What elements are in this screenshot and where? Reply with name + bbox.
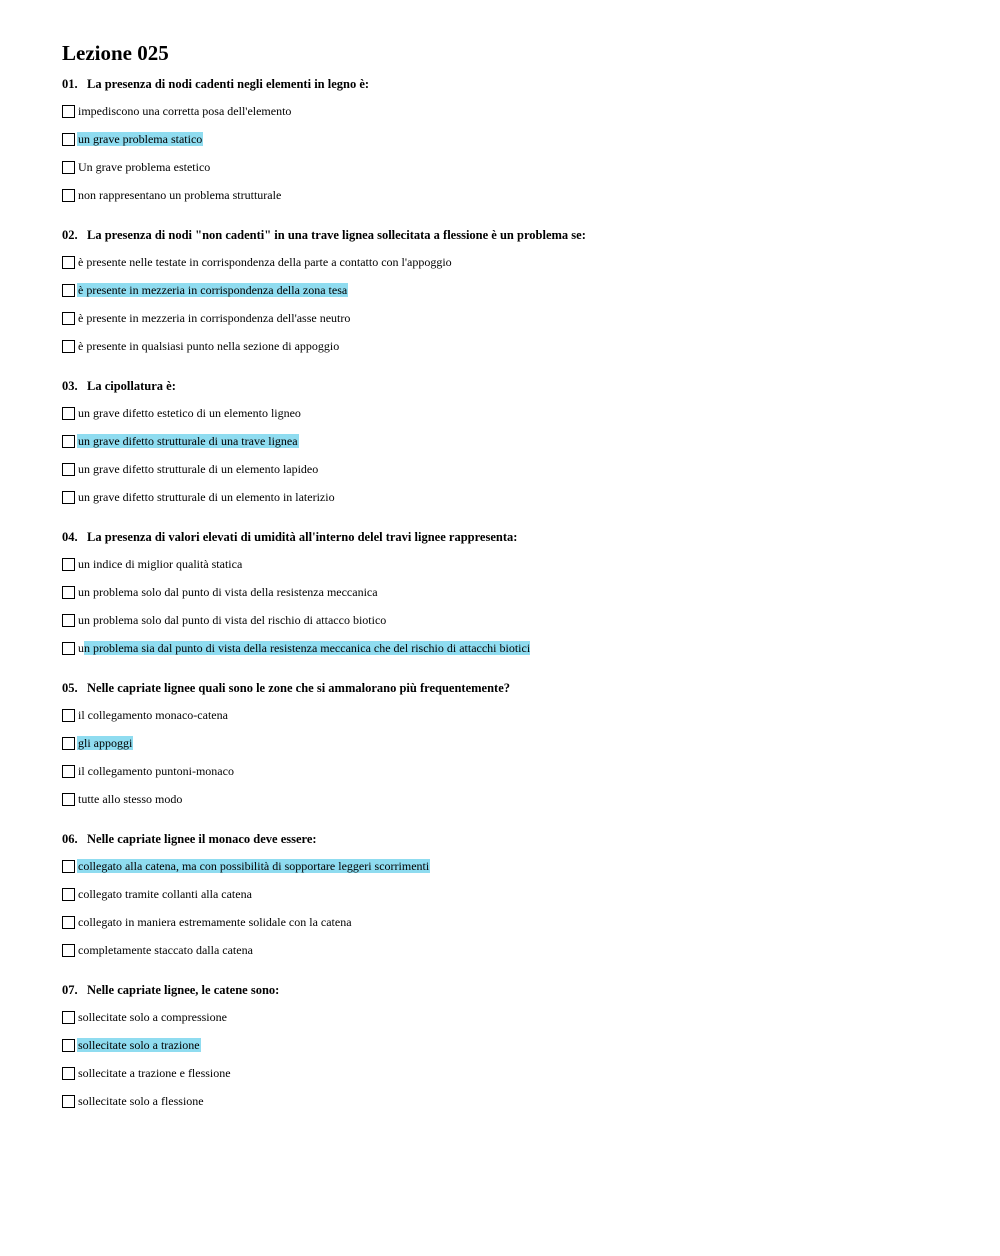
question-title [62, 680, 962, 696]
answer-text: gli appoggi [78, 736, 133, 750]
answer-option-correct [62, 640, 962, 656]
answer-option [62, 707, 962, 723]
answer-checkbox[interactable] [62, 1039, 75, 1052]
answer-checkbox[interactable] [62, 407, 75, 420]
question-text: Nelle capriate lignee quali sono le zone che si ammalorano più frequentemente? [87, 681, 510, 695]
answer-option [62, 584, 962, 600]
answer-checkbox[interactable] [62, 1011, 75, 1024]
question-06 [62, 831, 962, 970]
question-number: 04. [62, 530, 78, 544]
answer-checkbox[interactable] [62, 312, 75, 325]
answer-option [62, 886, 962, 902]
answer-text: sollecitate a trazione e flessione [78, 1066, 231, 1080]
question-text: Nelle capriate lignee, le catene sono: [87, 983, 280, 997]
question-number: 06. [62, 832, 78, 846]
answer-text: sollecitate solo a flessione [78, 1094, 204, 1108]
answer-option [62, 461, 962, 477]
answer-option-correct [62, 858, 962, 874]
answer-checkbox[interactable] [62, 737, 75, 750]
answer-checkbox[interactable] [62, 256, 75, 269]
answer-text: un grave difetto strutturale di un elemento lapideo [78, 462, 319, 476]
question-number: 03. [62, 379, 78, 393]
question-text: La presenza di nodi cadenti negli elementi in legno è: [87, 77, 370, 91]
answer-text: il collegamento puntoni-monaco [78, 764, 234, 778]
answer-text: sollecitate solo a trazione [78, 1038, 200, 1052]
answer-checkbox[interactable] [62, 491, 75, 504]
answer-checkbox[interactable] [62, 189, 75, 202]
answer-option [62, 1009, 962, 1025]
answer-text: Un grave problema estetico [78, 160, 211, 174]
question-text: La presenza di nodi "non cadenti" in una trave lignea sollecitata a flessione è un problema se: [87, 228, 586, 242]
answer-text: è presente in mezzeria in corrispondenza della zona tesa [78, 283, 348, 297]
question-title [62, 982, 962, 998]
answer-checkbox[interactable] [62, 1067, 75, 1080]
answer-checkbox[interactable] [62, 614, 75, 627]
question-text: La presenza di valori elevati di umidità all'interno delel travi lignee rappresenta: [87, 530, 518, 544]
answer-text: un grave difetto strutturale di una trave lignea [78, 434, 298, 448]
answer-option [62, 791, 962, 807]
answer-checkbox[interactable] [62, 133, 75, 146]
question-title [62, 76, 962, 92]
question-title [62, 529, 962, 545]
answer-checkbox[interactable] [62, 860, 75, 873]
answer-text: un problema solo dal punto di vista del rischio di attacco biotico [78, 613, 387, 627]
answer-text: non rappresentano un problema strutturale [78, 188, 282, 202]
answer-checkbox[interactable] [62, 765, 75, 778]
answer-option [62, 405, 962, 421]
answer-checkbox[interactable] [62, 642, 75, 655]
answer-option [62, 942, 962, 958]
question-text: Nelle capriate lignee il monaco deve essere: [87, 832, 317, 846]
answer-checkbox[interactable] [62, 586, 75, 599]
answer-text: tutte allo stesso modo [78, 792, 183, 806]
answer-text: collegato alla catena, ma con possibilità di sopportare leggeri scorrimenti [78, 859, 430, 873]
question-number: 01. [62, 77, 78, 91]
answer-text: il collegamento monaco-catena [78, 708, 228, 722]
answer-checkbox[interactable] [62, 284, 75, 297]
answer-option-correct [62, 1037, 962, 1053]
answer-checkbox[interactable] [62, 558, 75, 571]
lesson-title: Lezione 025 [62, 41, 169, 65]
answer-checkbox[interactable] [62, 709, 75, 722]
question-text: La cipollatura è: [87, 379, 176, 393]
question-title [62, 378, 962, 394]
answer-option [62, 763, 962, 779]
answer-text: completamente staccato dalla catena [78, 943, 253, 957]
answer-option [62, 187, 962, 203]
answer-checkbox[interactable] [62, 1095, 75, 1108]
answer-option [62, 103, 962, 119]
answer-checkbox[interactable] [62, 944, 75, 957]
question-04 [62, 529, 962, 668]
answer-option [62, 914, 962, 930]
answer-text: impediscono una corretta posa dell'elemento [78, 104, 292, 118]
answer-checkbox[interactable] [62, 161, 75, 174]
answer-text: un problema solo dal punto di vista della resistenza meccanica [78, 585, 378, 599]
answer-option-correct [62, 131, 962, 147]
answer-option [62, 1093, 962, 1109]
answer-highlight: n problema sia dal punto di vista della resistenza meccanica che del rischio di attacchi biotici [84, 641, 531, 655]
question-02 [62, 227, 962, 366]
answer-checkbox[interactable] [62, 916, 75, 929]
answer-option [62, 489, 962, 505]
answer-checkbox[interactable] [62, 105, 75, 118]
question-title [62, 831, 962, 847]
answer-option-correct [62, 735, 962, 751]
answer-option [62, 556, 962, 572]
answer-text: è presente nelle testate in corrispondenza della parte a contatto con l'appoggio [78, 255, 452, 269]
answer-text: è presente in qualsiasi punto nella sezione di appoggio [78, 339, 340, 353]
answer-text-partial-highlight: un problema sia dal punto di vista della resistenza meccanica che del rischio di attacchi biotici [78, 641, 531, 655]
answer-text: un grave difetto estetico di un elemento ligneo [78, 406, 301, 420]
answer-checkbox[interactable] [62, 340, 75, 353]
answer-text: un grave problema statico [78, 132, 203, 146]
answer-option [62, 159, 962, 175]
question-03 [62, 378, 962, 517]
answer-text: collegato tramite collanti alla catena [78, 887, 252, 901]
answer-text: un grave difetto strutturale di un elemento in laterizio [78, 490, 335, 504]
question-05 [62, 680, 962, 819]
answer-text: un indice di miglior qualità statica [78, 557, 243, 571]
question-title [62, 227, 962, 243]
question-07 [62, 982, 962, 1121]
answer-option [62, 338, 962, 354]
answer-checkbox[interactable] [62, 888, 75, 901]
answer-text: è presente in mezzeria in corrispondenza dell'asse neutro [78, 311, 351, 325]
answer-option-correct [62, 282, 962, 298]
answer-checkbox[interactable] [62, 435, 75, 448]
question-number: 02. [62, 228, 78, 242]
question-number: 05. [62, 681, 78, 695]
answer-option [62, 254, 962, 270]
question-number: 07. [62, 983, 78, 997]
answer-option-correct [62, 433, 962, 449]
answer-checkbox[interactable] [62, 793, 75, 806]
answer-option [62, 1065, 962, 1081]
question-01 [62, 76, 962, 215]
answer-option [62, 310, 962, 326]
answer-text: sollecitate solo a compressione [78, 1010, 227, 1024]
answer-checkbox[interactable] [62, 463, 75, 476]
answer-text: collegato in maniera estremamente solidale con la catena [78, 915, 352, 929]
answer-option [62, 612, 962, 628]
